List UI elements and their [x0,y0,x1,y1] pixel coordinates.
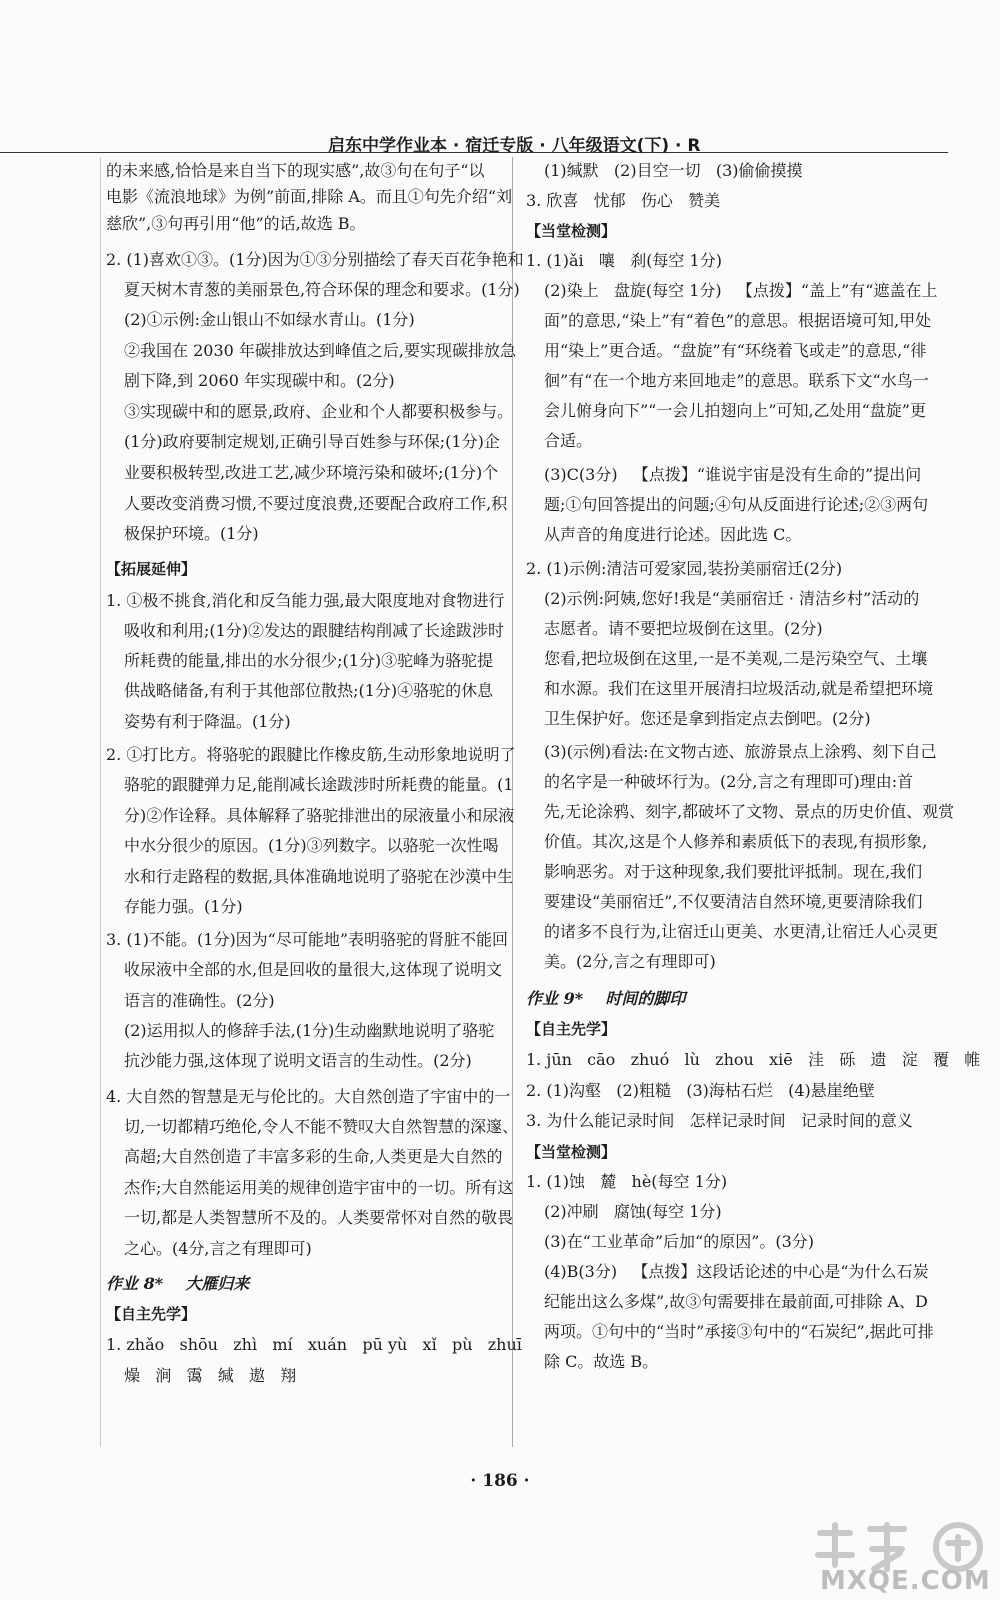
text-line: ③实现碳中和的愿景,政府、企业和个人都要积极参与。 [124,402,514,421]
text-line: 剧下降,到 2060 年实现碳中和。(2分) [124,371,395,390]
text-line: 吸收和利用;(1分)②发达的跟腱结构削减了长途跋涉时 [124,621,505,640]
text-line: 收尿液中全部的水,但是回收的量很大,这体现了说明文 [124,960,503,979]
text-line: 和水源。我们在这里开展清扫垃圾活动,就是希望把环境 [544,679,934,698]
page-header-title: 启东中学作业本 · 宿迁专版 · 八年级语文(下) · R [328,136,701,156]
pinyin-line: 1. jūn cāo zhuó lù zhou xiē 洼 砾 遗 淀 覆 帷 [526,1050,981,1069]
section-heading: 【当堂检测】 [526,1143,617,1161]
text-line: 夏天树木青葱的美丽景色,符合环保的理念和要求。(1分) [124,280,520,299]
homework-title: 作业 9* 时间的脚印 [526,989,686,1008]
text-line: 会儿俯身向下”“一会儿拍翅向上”可知,乙处用“盘旋”更 [544,401,926,420]
text-line: 两项。①句中的“当时”承接③句中的“石炭纪”,据此可排 [544,1322,934,1341]
left-column-divider [100,157,101,1447]
text-line: (1分)政府要制定规划,正确引导百姓参与环保;(1分)企 [124,432,500,451]
text-line: 抗沙能力强,这体现了说明文语言的生动性。(2分) [124,1051,472,1070]
text-line: (1)缄默 (2)目空一切 (3)偷偷摸摸 [544,161,803,180]
text-line: 4. 大自然的智慧是无与伦比的。大自然创造了宇宙中的一 [106,1087,511,1106]
text-line: 纪能出这么多煤”,故③句需要排在最前面,可排除 A、D [544,1292,928,1311]
text-line: 一切,都是人类智慧所不及的。人类要常怀对自然的敬畏 [124,1208,514,1227]
text-line: 志愿者。请不要把垃圾倒在这里。(2分) [544,619,823,638]
text-line: (2)示例:阿姨,您好!我是“美丽宿迁 · 清洁乡村”活动的 [544,589,920,608]
pinyin-line: 1. zhǎo shōu zhì mí xuán pū yù xǐ pù zhuī [106,1335,522,1354]
text-line: 1. (1)蚀 麓 hè(每空 1分) [526,1172,728,1191]
text-line: 合适。 [544,431,593,450]
text-line: 语言的准确性。(2分) [124,991,275,1010]
text-line: 之心。(4分,言之有理即可) [124,1239,312,1258]
section-heading: 【当堂检测】 [526,222,617,240]
text-line: 美。(2分,言之有理即可) [544,952,716,971]
text-line: 价值。其次,这是个人修养和素质低下的表现,有损形象, [544,832,928,851]
text-line: 从声音的角度进行论述。因此选 C。 [544,525,802,544]
text-line: 极保护环境。(1分) [124,524,259,543]
text-line: 3. 为什么能记录时间 怎样记录时间 记录时间的意义 [526,1111,913,1130]
text-line: (2)①示例:金山银山不如绿水青山。(1分) [124,310,415,329]
text-line: ②我国在 2030 年碳排放达到峰值之后,要实现碳排放急 [124,341,516,360]
text-line: 影响恶劣。对于这种现象,我们要批评抵制。现在,我们 [544,862,923,881]
text-line: 面”的意思,“染上”有“着色”的意思。根据语境可知,甲处 [544,311,932,330]
text-line: 徊”有“在一个地方来回地走”的意思。联系下文“水鸟一 [544,371,929,390]
text-line: 人要改变消费习惯,不要过度浪费,还要配合政府工作,积 [124,494,508,513]
text-line: 2. ①打比方。将骆驼的跟腱比作橡皮筋,生动形象地说明了 [106,745,516,764]
text-line: 慈欣”,③句再引用“他”的话,故选 B。 [106,214,366,233]
text-line: 切,一切都精巧绝伦,令人不能不赞叹大自然智慧的深邃、 [124,1117,519,1136]
text-line: 1. ①极不挑食,消化和反刍能力强,最大限度地对食物进行 [106,591,505,610]
text-line: 电影《流浪地球》为例”前面,排除 A。而且①句先介绍“刘 [106,187,513,206]
text-line: 除 C。故选 B。 [544,1352,659,1371]
text-line: 2. (1)喜欢①③。(1分)因为①③分别描绘了春天百花争艳和 [106,250,524,269]
text-line: 2. (1)沟壑 (2)粗糙 (3)海枯石烂 (4)悬崖绝壁 [526,1081,875,1100]
text-line: (3)C(3分) 【点拨】“谁说宇宙是没有生命的”提出问 [544,465,922,484]
text-line: 燥 涧 霭 缄 遨 翔 [124,1366,297,1385]
text-line: (4)B(3分) 【点拨】这段话论述的中心是“为什么石炭 [544,1262,929,1281]
text-line: 的诸多不良行为,让宿迁山更美、水更清,让宿迁人心灵更 [544,922,939,941]
homework-title: 作业 8* 大雁归来 [106,1274,250,1293]
text-line: 中水分很少的原因。(1分)③列数字。以骆驼一次性喝 [124,836,499,855]
text-line: (2)运用拟人的修辞手法,(1分)生动幽默地说明了骆驼 [124,1021,495,1040]
text-line: 存能力强。(1分) [124,897,243,916]
header-rule [0,152,948,153]
text-line: 2. (1)示例:清洁可爱家园,装扮美丽宿迁(2分) [526,559,843,578]
text-line: 高超;大自然创造了丰富多彩的生命,人类更是大自然的 [124,1147,503,1166]
text-line: 所耗费的能量,排出的水分很少;(1分)③驼峰为骆驼提 [124,651,494,670]
text-line: 姿势有利于降温。(1分) [124,712,291,731]
text-line: (3)(示例)看法:在文物古迹、旅游景点上涂鸦、刻下自己 [544,742,937,761]
section-heading: 【自主先学】 [106,1305,197,1323]
text-line: 的名字是一种破坏行为。(2分,言之有理即可)理由:首 [544,772,914,791]
text-line: 用“染上”更合适。“盘旋”有“环绕着飞或走”的意思,“徘 [544,341,927,360]
text-line: 3. (1)不能。(1分)因为“尽可能地”表明骆驼的肾脏不能回 [106,930,509,949]
text-line: (2)冲刷 腐蚀(每空 1分) [544,1202,722,1221]
text-line: 要建设“美丽宿迁”,不仅要清洁自然环境,更要清除我们 [544,892,923,911]
text-line: (2)染上 盘旋(每空 1分) 【点拨】“盖上”有“遮盖在上 [544,281,938,300]
section-heading: 【拓展延伸】 [106,560,197,578]
text-line: (3)在“工业革命”后加“的原因”。(3分) [544,1232,815,1251]
text-line: 杰作;大自然能运用美的规律创造宇宙中的一切。所有这 [124,1178,514,1197]
text-line: 业要积极转型,改进工艺,减少环境污染和破坏;(1分)个 [124,463,499,482]
text-line: 供战略储备,有利于其他部位散热;(1分)④骆驼的休息 [124,681,494,700]
text-line: 先,无论涂鸦、刻字,都破坏了文物、景点的历史价值、观赏 [544,802,955,821]
text-line: 您看,把垃圾倒在这里,一是不美观,二是污染空气、土壤 [544,649,928,668]
text-line: 水和行走路程的数据,具体准确地说明了骆驼在沙漠中生 [124,867,514,886]
text-line: 1. (1)ǎi 嚷 刹(每空 1分) [526,251,722,270]
watermark-text: MXQE.COM [820,1566,991,1596]
text-line: 3. 欣喜 忧郁 伤心 赞美 [526,191,721,210]
section-heading: 【自主先学】 [526,1020,617,1038]
text-line: 题;①句回答提出的问题;④句从反面进行论述;②③两句 [544,495,929,514]
text-line: 卫生保护好。您还是拿到指定点去倒吧。(2分) [544,709,871,728]
text-line: 骆驼的跟腱弹力足,能削减长途跋涉时所耗费的能量。(1 [124,775,514,794]
text-line: 的未来感,恰恰是来自当下的现实感”,故③句在句子“以 [106,161,485,180]
text-line: 分)②作诠释。具体解释了骆驼排泄出的尿液量小和尿液 [124,806,515,825]
page-number: · 186 · [470,1471,530,1491]
